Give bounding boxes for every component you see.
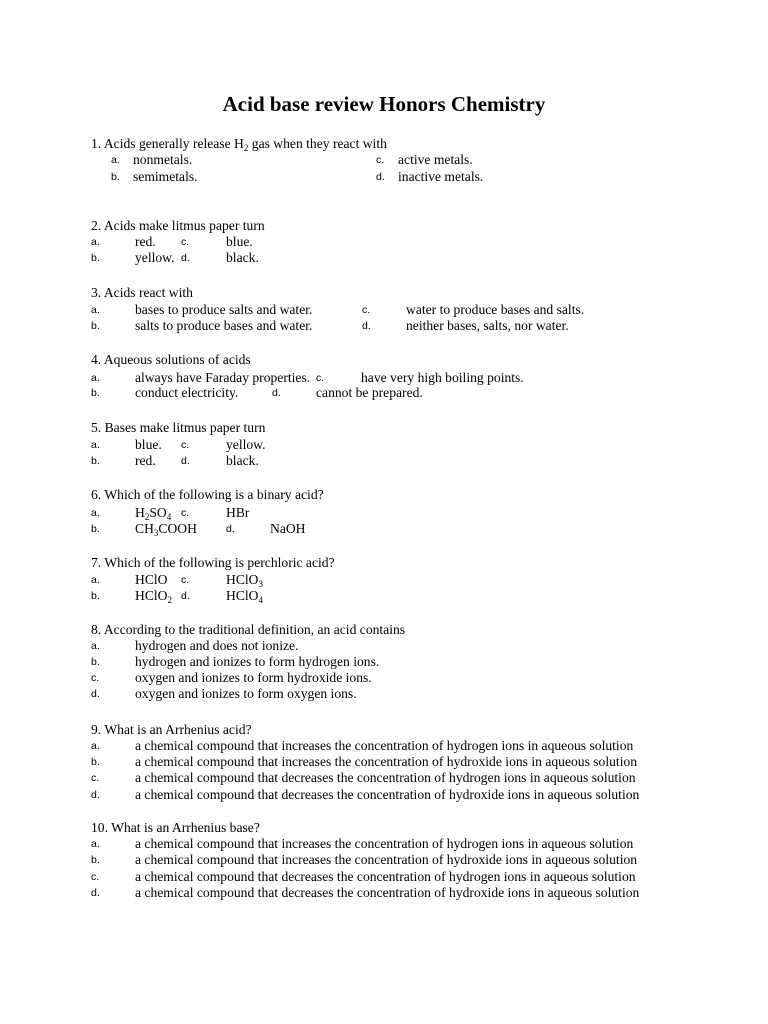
q8-option-b: hydrogen and ionizes to form hydrogen ions. [135, 654, 380, 669]
q6-b-part2: COOH [158, 521, 197, 536]
q1-letter-c: c. [376, 154, 385, 166]
q5-option-c: yellow. [226, 437, 266, 452]
q4-letter-b: b. [91, 387, 100, 399]
q5-letter-b: b. [91, 455, 100, 467]
q10-letter-d: d. [91, 887, 100, 899]
q1-option-c: active metals. [398, 152, 473, 167]
q1-stem-rest: gas when they react with [248, 136, 387, 151]
q6-letter-a: a. [91, 507, 100, 519]
q4-option-d: cannot be prepared. [316, 385, 423, 400]
q1-option-b: semimetals. [133, 169, 198, 184]
q9-letter-c: c. [91, 772, 100, 784]
q7-b-sub: 2 [167, 595, 172, 605]
question-1-stem [91, 136, 387, 152]
q1-letter-b: b. [111, 171, 120, 183]
q1-subscript: 2 [243, 143, 249, 153]
q9-letter-d: d. [91, 789, 100, 801]
q2-option-c: blue. [226, 234, 253, 249]
q10-option-d: a chemical compound that decreases the concentration of hydroxide ions in aqueous solution [135, 885, 640, 900]
q3-letter-b: b. [91, 320, 100, 332]
q3-option-d: neither bases, salts, nor water. [406, 318, 569, 333]
q6-letter-b: b. [91, 523, 100, 535]
q7-d-part1: HClO [226, 588, 259, 603]
q10-option-a: a chemical compound that increases the concentration of hydrogen ions in aqueous solution [135, 836, 634, 851]
q4-letter-c: c. [316, 372, 325, 384]
q7-d-sub: 4 [258, 595, 263, 605]
q7-b-part1: HClO [135, 588, 168, 603]
question-6-stem: 6. Which of the following is a binary acid? [91, 487, 324, 502]
q5-letter-a: a. [91, 439, 100, 451]
q7-option-b [135, 588, 172, 604]
q6-a-sub2: 4 [166, 512, 172, 522]
q6-option-d: NaOH [270, 521, 306, 536]
q3-letter-c: c. [362, 304, 371, 316]
q9-letter-b: b. [91, 756, 100, 768]
q7-option-c [226, 572, 263, 588]
q6-b-sub1: 3 [153, 528, 159, 538]
q10-letter-a: a. [91, 838, 100, 850]
q4-option-c: have very high boiling points. [361, 370, 524, 385]
question-9-stem: 9. What is an Arrhenius acid? [91, 722, 252, 737]
q8-option-c: oxygen and ionizes to form hydroxide ions. [135, 670, 372, 685]
q3-option-a: bases to produce salts and water. [135, 302, 313, 317]
q4-letter-a: a. [91, 372, 100, 384]
q7-letter-a: a. [91, 574, 100, 586]
q2-option-b: yellow. [135, 250, 175, 265]
q8-letter-b: b. [91, 656, 100, 668]
q6-a-part2: SO [149, 505, 167, 520]
q3-letter-a: a. [91, 304, 100, 316]
q7-letter-b: b. [91, 590, 100, 602]
q1-option-a: nonmetals. [133, 152, 193, 167]
question-10-stem: 10. What is an Arrhenius base? [91, 820, 260, 835]
q6-option-c: HBr [226, 505, 250, 520]
question-8-stem: 8. According to the traditional definition, an acid contains [91, 622, 406, 637]
q4-letter-d: d. [272, 387, 281, 399]
q2-letter-c: c. [181, 236, 190, 248]
q7-c-part1: HClO [226, 572, 259, 587]
q6-a-part1: H [135, 505, 145, 520]
q8-letter-d: d. [91, 688, 100, 700]
q8-option-a: hydrogen and does not ionize. [135, 638, 299, 653]
q9-option-c: a chemical compound that decreases the concentration of hydrogen ions in aqueous solution [135, 770, 636, 785]
q5-letter-c: c. [181, 439, 190, 451]
q6-option-b [135, 521, 197, 537]
document-title: Acid base review Honors Chemistry [222, 92, 546, 116]
q7-option-d [226, 588, 263, 604]
q8-letter-a: a. [91, 640, 100, 652]
q6-b-part1: CH [135, 521, 154, 536]
q3-option-c: water to produce bases and salts. [406, 302, 585, 317]
q9-option-a: a chemical compound that increases the concentration of hydrogen ions in aqueous solution [135, 738, 634, 753]
q2-letter-b: b. [91, 252, 100, 264]
q6-letter-c: c. [181, 507, 190, 519]
q9-option-d: a chemical compound that decreases the concentration of hydroxide ions in aqueous solution [135, 787, 640, 802]
q2-option-d: black. [226, 250, 259, 265]
q4-option-a: always have Faraday properties. [135, 370, 311, 385]
q6-option-a [135, 505, 171, 521]
q9-letter-a: a. [91, 740, 100, 752]
q1-option-d: inactive metals. [398, 169, 484, 184]
q1-letter-a: a. [111, 154, 120, 166]
q2-letter-a: a. [91, 236, 100, 248]
q10-letter-c: c. [91, 871, 100, 883]
q2-letter-d: d. [181, 252, 190, 264]
q4-option-b: conduct electricity. [135, 385, 239, 400]
q6-a-sub1: 2 [144, 512, 150, 522]
question-3-stem: 3. Acids react with [91, 285, 193, 300]
q1-stem-text: 1. Acids generally release H [91, 136, 244, 151]
q10-letter-b: b. [91, 854, 100, 866]
question-4-stem: 4. Aqueous solutions of acids [91, 352, 251, 367]
q3-letter-d: d. [362, 320, 371, 332]
q10-option-b: a chemical compound that increases the concentration of hydroxide ions in aqueous solution [135, 852, 638, 867]
q1-letter-d: d. [376, 171, 385, 183]
q5-option-a: blue. [135, 437, 162, 452]
q2-option-a: red. [135, 234, 156, 249]
q3-option-b: salts to produce bases and water. [135, 318, 313, 333]
q8-letter-c: c. [91, 672, 100, 684]
q5-option-b: red. [135, 453, 156, 468]
q7-letter-c: c. [181, 574, 190, 586]
q5-letter-d: d. [181, 455, 190, 467]
question-7-stem: 7. Which of the following is perchloric acid? [91, 555, 335, 570]
q6-letter-d: d. [226, 523, 235, 535]
question-5-stem: 5. Bases make litmus paper turn [91, 420, 266, 435]
q7-option-a: HClO [135, 572, 168, 587]
q8-option-d: oxygen and ionizes to form oxygen ions. [135, 686, 357, 701]
q7-letter-d: d. [181, 590, 190, 602]
q7-c-sub: 3 [258, 579, 263, 589]
q10-option-c: a chemical compound that decreases the concentration of hydrogen ions in aqueous solution [135, 869, 636, 884]
q9-option-b: a chemical compound that increases the concentration of hydroxide ions in aqueous solution [135, 754, 638, 769]
question-2-stem: 2. Acids make litmus paper turn [91, 218, 265, 233]
q5-option-d: black. [226, 453, 259, 468]
